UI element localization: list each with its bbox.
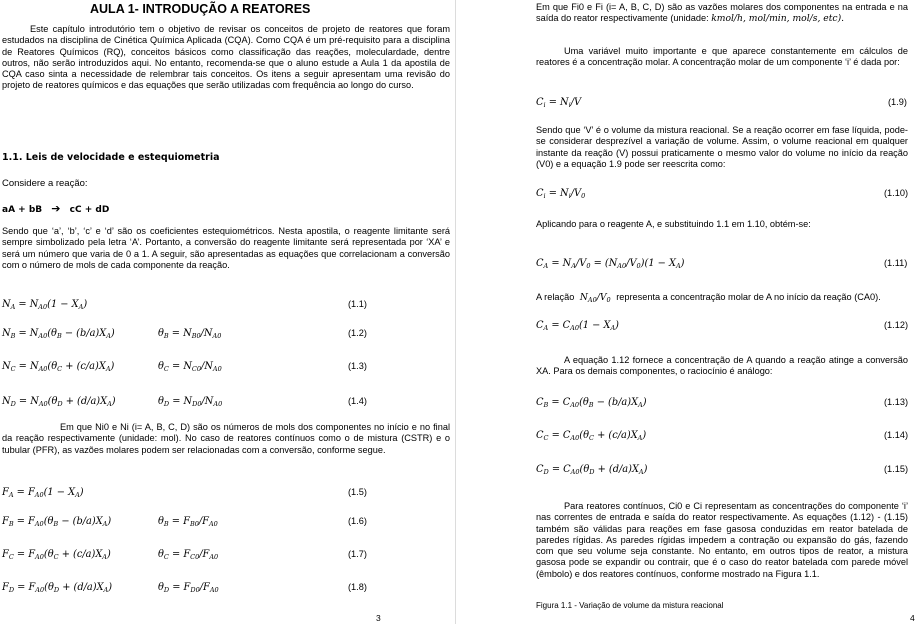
apply-paragraph: Aplicando para o reagente A, e substituindo 1.1 em 1.10, obtém-se: — [536, 219, 811, 229]
eq-number-1-3: (1.3) — [348, 361, 367, 371]
equation-1-5: $F_A = F_{A0}(1 - X_A)$ — [2, 487, 84, 499]
eq-number-1-10: (1.10) — [884, 188, 909, 198]
eq-number-1-4: (1.4) — [348, 396, 367, 406]
theta-c-flow: $\theta_C = F_{C0}/F_{A0}$ — [158, 549, 219, 561]
reaction-products: cC + dD — [69, 205, 110, 215]
theta-b-flow: $\theta_B = F_{B0}/F_{A0}$ — [158, 516, 218, 528]
eq-number-1-6: (1.6) — [348, 516, 367, 526]
equation-1-1: $N_A = N_{A0}(1 - X_A)$ — [2, 299, 88, 311]
concentration-paragraph: Uma variável muito importante e que aparece constantemente em cálculos de reatores é a concentração molar. A concentração molar de um componente ‘i’ é dada por: — [536, 46, 908, 68]
eq-number-1-11: (1.11) — [884, 258, 908, 268]
relation-fraction: $N_{A0}/V_0$ — [579, 292, 611, 304]
eq-number-1-2: (1.2) — [348, 328, 367, 338]
eq-number-1-1: (1.1) — [348, 299, 367, 309]
continuous-paragraph: Para reatores contínuos, Ci0 e Ci representam as concentrações do componente ‘i’ nas correntes de entrada e saída do reator respectivamente. As equações (1.12) - (1.15) também são válidas para reações em fase gasosa conduzidas em reator batelada de paredes rígidas. As paredes rígidas impedem a contração ou expansão do gás, fazendo com que seu volume seja constante. No entanto, em outros tipos de reator, a mistura gasosa pode se expandir ou contrair, que é o caso do reator batelada com parede móvel (êmbolo) e dos reatores contínuos, conforme mostrado na Figura 1.1. — [536, 501, 908, 579]
right-page — [456, 0, 918, 624]
arrow-icon: ➔ — [51, 202, 61, 215]
theta-c: $\theta_C = N_{C0}/N_{A0}$ — [158, 361, 222, 373]
equation-1-13: $C_B = C_{A0}(\theta_B - (b/a)X_A)$ — [536, 397, 647, 409]
equation-1-12: $C_A = C_{A0}(1 - X_A)$ — [536, 320, 619, 332]
units-text: kmol/h, mol/min, mol/s, etc). — [711, 13, 845, 25]
eq-number-1-7: (1.7) — [348, 549, 367, 559]
section-heading: 1.1. Leis de velocidade e estequiometria — [2, 152, 220, 163]
equation-1-10: $C_i = N_i/V_0$ — [536, 188, 586, 200]
eq112-paragraph: A equação 1.12 fornece a concentração de A quando a reação atinge a conversão XA. Para os demais componentes, o raciocínio é análogo: — [536, 355, 908, 377]
eq-number-1-15: (1.15) — [884, 464, 909, 474]
consider-text: Considere a reação: — [2, 178, 88, 189]
equation-1-3: $N_C = N_{A0}(\theta_C + (c/a)X_A)$ — [2, 361, 115, 373]
reaction-reactants: aA + bB — [2, 205, 43, 215]
eq-number-1-8: (1.8) — [348, 582, 367, 592]
theta-b: $\theta_B = N_{B0}/N_{A0}$ — [158, 328, 222, 340]
theta-d-flow: $\theta_D = F_{D0}/F_{A0}$ — [158, 582, 219, 594]
equation-1-4: $N_D = N_{A0}(\theta_D + (d/a)X_A)$ — [2, 396, 116, 408]
left-page — [0, 0, 456, 624]
fi-paragraph — [536, 2, 908, 25]
figure-caption: Figura 1.1 - Variação de volume da mistura reacional — [536, 601, 724, 610]
intro-paragraph: Este capítulo introdutório tem o objetivo de revisar os conceitos de projeto de reatores que foram estudados na disciplina de Cinética Química Aplicada (CQA). Como CQA é um pré-requisito para a disciplina de Reatores Químicos (RQ), conceitos básicos como classificação das reações, moleculardade, dentre outros, não serão introduzidos aqui. No entanto, recomenda-se que o aluno estude a Aula 1 da apostila de CQA caso sinta a necessidade de relembrar tais conceitos. Os itens a seguir apresentam uma revisão do projeto de reatores químicos e das equações que serão utilizadas com frequência ao longo do curso. — [2, 24, 450, 91]
ni-paragraph: Em que Ni0 e Ni (i= A, B, C, D) são os números de mols dos componentes no início e no final da reação respectivamente (unidade: mol). No caso de reatores contínuos como o de mistura (CSTR) e o tubular (PFR), as vazões molares podem ser relacionadas com a conversão, conforme segue. — [2, 422, 450, 455]
equation-1-2: $N_B = N_{A0}(\theta_B - (b/a)X_A)$ — [2, 328, 115, 340]
chapter-title: AULA 1- INTRODUÇÃO A REATORES — [90, 2, 311, 16]
relation-suffix: representa a concentração molar de A no início da reação (CA0). — [616, 292, 881, 302]
eq-number-1-13: (1.13) — [884, 397, 909, 407]
eq-number-1-9: (1.9) — [888, 97, 907, 107]
coefficient-paragraph: Sendo que ‘a’, ‘b’, ‘c’ e ‘d’ são os coeficientes estequiométricos. Nesta apostila, o reagente limitante será sempre simbolizado pela letra ‘A’. Portanto, a conversão do reagente limitante será representada por ‘XA’ e será um número que varia de 0 a 1. A seguir, são apresentadas as equações que correlacionam a conversão com o número de mols de cada componente da reação. — [2, 226, 450, 270]
relation-prefix: A relação — [536, 292, 575, 302]
equation-1-8: $F_D = F_{A0}(\theta_D + (d/a)X_A)$ — [2, 582, 113, 594]
equation-1-7: $F_C = F_{A0}(\theta_C + (c/a)X_A)$ — [2, 549, 111, 561]
fi-paragraph-text: Em que Fi0 e Fi (i= A, B, C, D) são as vazões molares dos componentes na entrada e na saída do reator respectivamente (unidade: — [536, 2, 908, 24]
theta-d: $\theta_D = N_{D0}/N_{A0}$ — [158, 396, 223, 408]
eq-number-1-5: (1.5) — [348, 487, 367, 497]
relation-paragraph — [536, 292, 916, 306]
page-number-left: 3 — [376, 613, 381, 623]
equation-1-15: $C_D = C_{A0}(\theta_D + (d/a)X_A)$ — [536, 464, 648, 476]
volume-paragraph: Sendo que ‘V’ é o volume da mistura reacional. Se a reação ocorrer em fase líquida, pode-se considerar desprezível a variação de volume. Assim, o volume reacional em qualquer instante da reação (V) possui praticamente o mesmo valor do volume no início da reação (V0) e a equação 1.9 pode ser reescrita como: — [536, 125, 908, 169]
equation-1-6: $F_B = F_{A0}(\theta_B - (b/a)X_A)$ — [2, 516, 112, 528]
reaction-equation — [2, 202, 109, 215]
equation-1-11: $C_A = N_A/V_0 = (N_{A0}/V_0)(1 - X_A)$ — [536, 258, 685, 270]
equation-1-9: $C_i = N_i/V$ — [536, 97, 582, 109]
equation-1-14: $C_C = C_{A0}(\theta_C + (c/a)X_A)$ — [536, 430, 647, 442]
eq-number-1-12: (1.12) — [884, 320, 909, 330]
eq-number-1-14: (1.14) — [884, 430, 909, 440]
page-number-right: 4 — [910, 613, 915, 623]
